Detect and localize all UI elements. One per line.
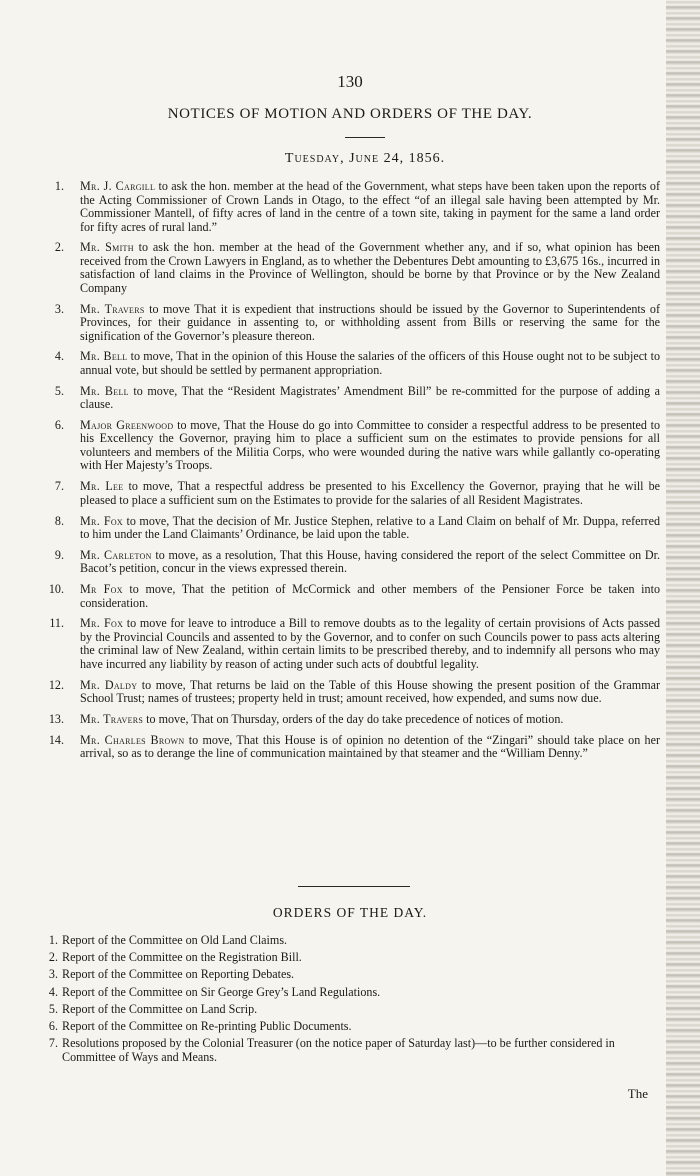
order-item [48, 951, 660, 965]
notice-text: to ask the hon. member at the head of the Government, what steps have been taken upon the reports of the Acting Commissioner of Crown Lands in Otago, to the effect “of an illegal sale having been attempted by Mr. Commissioner Mantell, of fifty acres of land in the centre of a town site, taking in payment for the same a land order for fifty acres of rural land.” [80, 179, 660, 234]
date-line: Tuesday, June 24, 1856. [284, 151, 446, 166]
order-item [48, 1003, 660, 1017]
notices-list [38, 180, 660, 768]
order-text: Report of the Committee on the Registration Bill. [62, 950, 302, 965]
notice-item [38, 350, 660, 377]
notice-text: to move, That the decision of Mr. Justice Stephen, relative to a Land Claim on behalf of Mr. Duppa, referred to him under the Land Claimants’ Ordinance, be laid upon the table. [80, 513, 660, 542]
notice-text: to move for leave to introduce a Bill to remove doubts as to the legality of certain provisions of Acts passed by the Provincial Councils and assented to by the Governor, and to confer on such Councils power to pass acts altering the criminal law of New Zealand, within certain limits to be prescribed thereby, and to indemnify all persons who may have incurred any liability by reason of acting under such acts of doubtful legality. [80, 616, 660, 671]
notice-text: to move, That the petition of McCormick and other members of the Pensioner Force be taken into consideration. [80, 582, 660, 610]
notice-text: to move, That this House is of opinion no detention of the “Zingari” should take place on her arrival, so as to derange the line of communication maintained by that steamer and the “William Denny.” [80, 732, 660, 761]
order-number: 6. [48, 1018, 58, 1033]
notice-member: Mr. Charles Brown [80, 732, 185, 747]
order-item [48, 968, 660, 982]
notice-item [38, 617, 660, 671]
order-item [48, 934, 660, 948]
notice-number: 12. [48, 677, 64, 692]
notice-member: Mr. Bell [80, 383, 129, 398]
notice-member: Mr. Daldy [80, 677, 138, 692]
catchword: The [627, 1086, 648, 1101]
notice-member: Mr. Travers [80, 301, 145, 316]
order-text: Report of the Committee on Sir George Grey’s Land Regulations. [62, 984, 381, 999]
notice-item [38, 385, 660, 412]
notice-number: 9. [54, 547, 64, 562]
notice-member: Mr. Travers [80, 712, 144, 727]
notice-member: Mr. Bell [80, 349, 128, 364]
notice-item [38, 241, 660, 295]
notice-member: Major Greenwood [80, 417, 174, 432]
notice-text: to move, That in the opinion of this House the salaries of the officers of this House ought not to be subject to annual vote, but should be settled by permanent appropriation. [80, 349, 661, 377]
order-number: 2. [48, 950, 58, 965]
notice-item [38, 515, 660, 542]
notice-text: to ask the hon. member at the head of the Government whether any, and if so, what opinion has been received from the Crown Lawyers in England, as to whether the Debentures Debt amounting to £3,675 16s., incurred in satisfaction of land claims in the Province of Wellington, should be borne by that Province or by the New Zealand Company [80, 240, 660, 295]
order-number: 4. [48, 984, 58, 999]
notice-member: Mr. Smith [80, 240, 134, 255]
page-number: 130 [337, 72, 363, 91]
page-title: NOTICES OF MOTION AND ORDERS OF THE DAY. [167, 106, 533, 122]
order-text: Report of the Committee on Re-printing Public Documents. [62, 1018, 352, 1033]
notice-member: Mr Fox [80, 582, 123, 597]
orders-list [48, 934, 660, 1068]
order-text: Resolutions proposed by the Colonial Treasurer (on the notice paper of Saturday last)—to be further considered in Committee of Ways and Means. [62, 1036, 615, 1064]
order-text: Report of the Committee on Old Land Claims. [62, 933, 288, 947]
notice-member: Mr. Fox [80, 513, 123, 528]
notice-number: 10. [48, 582, 64, 597]
notice-number: 14. [48, 732, 64, 747]
notice-item [38, 419, 660, 473]
notice-text: to move, That on Thursday, orders of the day do take precedence of notices of motion. [143, 712, 564, 727]
notice-text: to move, as a resolution, That this House, having considered the report of the select Committee on Dr. Bacot’s petition, concur in the views expressed therein. [80, 547, 660, 576]
notice-member: Mr. Fox [80, 616, 124, 631]
order-text: Report of the Committee on Reporting Debates. [62, 967, 295, 982]
notice-item [38, 734, 660, 761]
title-divider [345, 137, 385, 138]
notice-text: to move, That returns be laid on the Table of this House showing the present position of the Grammar School Trust; names of trustees; property held in trust; amount received, how expended, and sums now due. [80, 677, 660, 706]
notice-member: Mr. Lee [80, 479, 124, 494]
order-item [48, 1020, 660, 1034]
order-number: 1. [48, 933, 58, 947]
notice-text: to move That it is expedient that instructions should be issued by the Governor to Superintendents of Provinces, for their guidance in assenting to, or withholding assent from Bills or reserving the same for the signification of the Governor’s pleasure thereon. [80, 301, 660, 343]
notice-number: 1. [54, 179, 64, 193]
order-number: 3. [48, 967, 58, 982]
notice-number: 5. [54, 383, 64, 398]
notice-number: 8. [54, 513, 64, 528]
notice-number: 2. [54, 240, 64, 255]
notice-item [38, 713, 660, 727]
notice-text: to move, That the “Resident Magistrates’ Amendment Bill” be re-committed for the purpose of adding a clause. [80, 383, 660, 412]
notice-item [38, 549, 660, 576]
notice-number: 3. [54, 301, 64, 316]
notice-text: to move, That the House do go into Committee to consider a respectful address to be presented to his Excellency the Governor, praying him to place a sufficient sum on the estimates to provide pensions for all volunteers and members of the Militia Corps, who were wounded during the native wars while gallantly co-operating with Her Majesty’s Troops. [80, 417, 660, 473]
notice-text: to move, That a respectful address be presented to his Excellency the Governor, praying that he will be pleased to place a sufficient sum on the Estimates to provide for the salaries of all Resident Magistrates. [80, 479, 660, 507]
notice-member: Mr. Carleton [80, 547, 152, 562]
order-number: 5. [48, 1001, 58, 1016]
notice-member: Mr. J. Cargill [80, 179, 156, 193]
notice-item [38, 679, 660, 706]
notice-item [38, 303, 660, 344]
order-item [48, 986, 660, 1000]
order-text: Report of the Committee on Land Scrip. [62, 1001, 258, 1016]
notice-item [38, 180, 660, 234]
section-divider [298, 886, 410, 887]
notice-number: 13. [48, 712, 64, 727]
orders-title: ORDERS OF THE DAY. [272, 905, 428, 920]
page-edge [666, 0, 700, 1176]
notice-item [38, 480, 660, 507]
notice-number: 7. [54, 479, 64, 494]
notice-number: 4. [54, 349, 64, 364]
order-item [48, 1037, 660, 1064]
order-number: 7. [48, 1036, 58, 1051]
notice-number: 6. [54, 417, 64, 432]
notice-item [38, 583, 660, 610]
notice-number: 11. [49, 616, 64, 631]
